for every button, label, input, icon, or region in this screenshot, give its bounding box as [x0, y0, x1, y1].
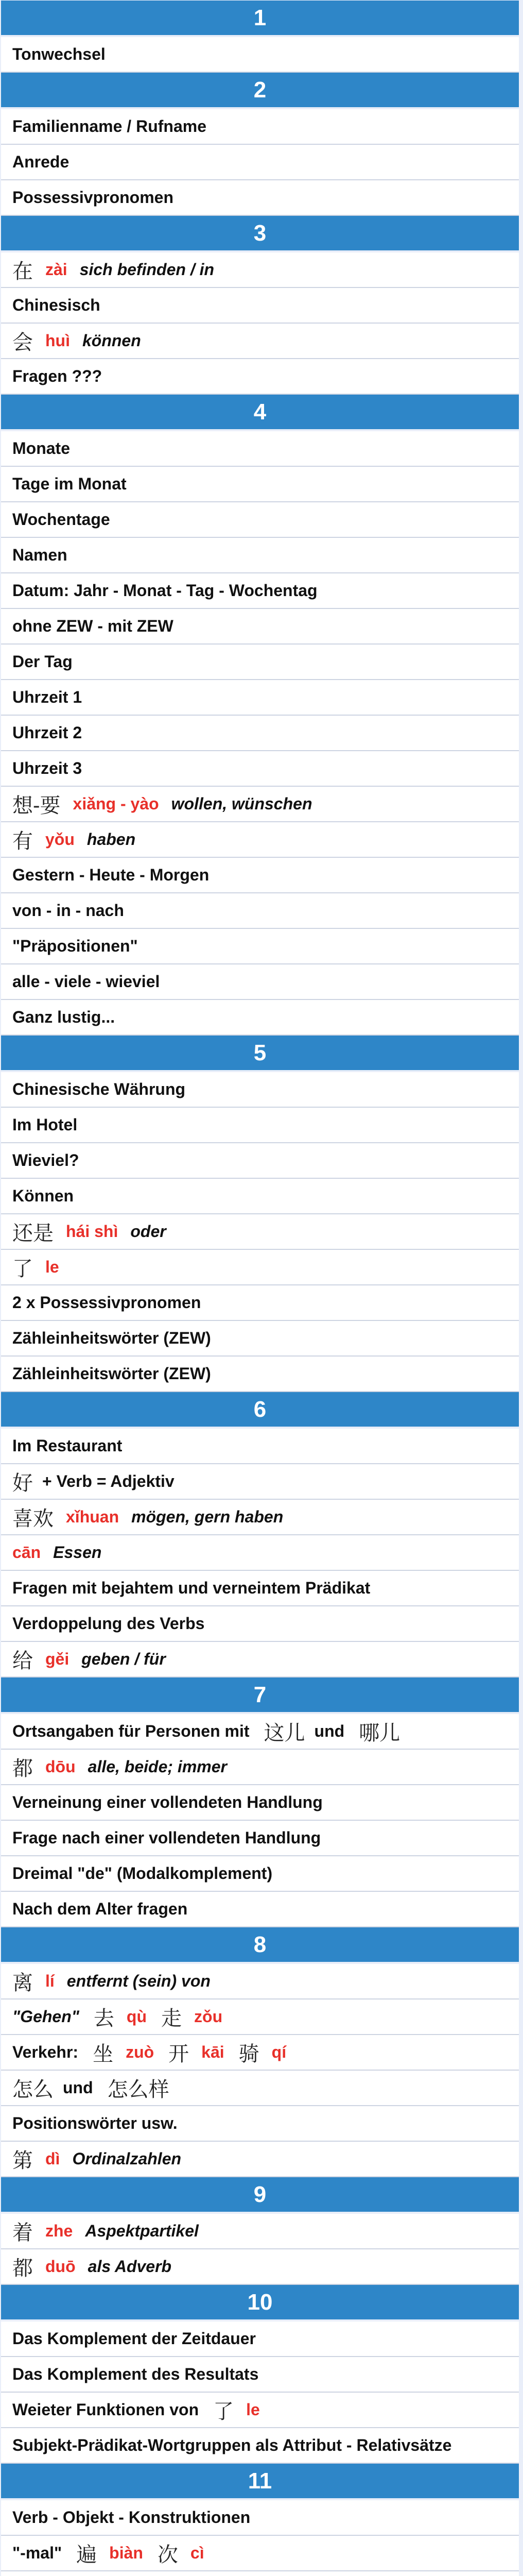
topic-segment: Uhrzeit 2 — [12, 723, 82, 742]
topic-row[interactable] — [1, 2106, 519, 2142]
topic-segment: 去 — [93, 2007, 114, 2030]
topic-segment: 好 — [12, 1471, 33, 1495]
topic-segment: Zähleinheitswörter (ZEW) — [12, 1364, 211, 1383]
topic-segment: Ganz lustig... — [12, 1008, 115, 1026]
topic-segment: Wieviel? — [12, 1151, 79, 1170]
topic-row[interactable] — [1, 538, 519, 573]
topic-row[interactable] — [1, 1714, 519, 1750]
lesson-header: 4 — [1, 395, 519, 429]
topic-row[interactable] — [1, 324, 519, 359]
topic-segment: Im Restaurant — [12, 1436, 123, 1455]
topic-segment: Können — [12, 1187, 74, 1205]
topic-segment: Verb - Objekt - Konstruktionen — [12, 2508, 251, 2527]
topic-segment: Das Komplement des Resultats — [12, 2365, 259, 2383]
topic-row[interactable] — [1, 2321, 519, 2357]
topic-segment: sich befinden / in — [79, 260, 215, 279]
topic-row[interactable] — [1, 1535, 519, 1571]
topic-segment: Fragen ??? — [12, 367, 102, 385]
topic-segment: haben — [86, 830, 136, 849]
lesson-header: 1 — [1, 1, 519, 35]
topic-row[interactable] — [1, 1464, 519, 1500]
topic-segment: 都 — [12, 2257, 33, 2280]
topic-row[interactable] — [1, 180, 519, 216]
topic-row[interactable] — [1, 2214, 519, 2249]
topic-row[interactable] — [1, 1606, 519, 1642]
topic-segment: Im Hotel — [12, 1115, 78, 1134]
topic-row[interactable] — [1, 1143, 519, 1179]
topic-segment: und — [314, 1722, 345, 1740]
topic-segment: Gestern - Heute - Morgen — [12, 866, 210, 884]
topic-row[interactable] — [1, 787, 519, 822]
topic-segment: Uhrzeit 3 — [12, 759, 82, 777]
topic-segment: Uhrzeit 1 — [12, 688, 82, 706]
topic-segment: 都 — [12, 1757, 33, 1781]
topic-segment: Tage im Monat — [12, 474, 127, 493]
topic-row[interactable] — [1, 1999, 519, 2035]
topic-row[interactable] — [1, 1642, 519, 1677]
topic-segment: alle - viele - wieviel — [12, 972, 160, 991]
topic-row[interactable] — [1, 1571, 519, 1606]
topic-segment: von - in - nach — [12, 901, 124, 920]
topic-segment: "Gehen" — [12, 2007, 79, 2026]
topic-segment: können — [82, 331, 141, 350]
topic-row[interactable] — [1, 1000, 519, 1036]
topic-segment: Familienname / Rufname — [12, 117, 206, 135]
topic-row[interactable] — [1, 2035, 519, 2071]
topic-row[interactable] — [1, 751, 519, 787]
topic-segment: zǒu — [194, 2007, 223, 2026]
topic-segment: cān — [12, 1543, 41, 1562]
topic-row[interactable] — [1, 359, 519, 395]
topic-segment: 次 — [157, 2543, 178, 2567]
topic-row[interactable] — [1, 2393, 519, 2428]
topic-segment: yǒu — [45, 830, 75, 849]
topic-row[interactable] — [1, 1856, 519, 1892]
topic-segment: Anrede — [12, 152, 69, 171]
topic-row[interactable] — [1, 1500, 519, 1535]
topic-row[interactable] — [1, 680, 519, 716]
topic-segment — [172, 2574, 193, 2576]
topic-segment: Essen — [53, 1543, 102, 1562]
topic-segment: 着 — [12, 2221, 33, 2245]
topic-segment: biàn — [109, 2544, 143, 2562]
topic-segment: Monate — [12, 439, 70, 457]
topic-segment: "-mal" — [12, 2544, 62, 2562]
topic-segment: entfernt (sein) von — [66, 1972, 211, 1990]
topic-segment: Weieter Funktionen von — [12, 2400, 199, 2419]
topic-row[interactable] — [1, 2357, 519, 2393]
topic-row[interactable] — [1, 1108, 519, 1143]
topic-row[interactable] — [1, 1214, 519, 1250]
lesson-header: 6 — [1, 1392, 519, 1427]
topic-segment: "Präpositionen" — [12, 937, 138, 955]
topic-segment: 哪儿 — [359, 1721, 400, 1745]
topic-segment: Wochentage — [12, 510, 110, 529]
lesson-header: 11 — [1, 2464, 519, 2498]
lesson-header: 9 — [1, 2177, 519, 2212]
topic-segment: kāi — [201, 2043, 224, 2061]
topic-segment: Chinesische Währung — [12, 1080, 186, 1098]
lesson-header: 5 — [1, 1036, 519, 1070]
topic-segment: 第 — [12, 2149, 33, 2173]
topic-segment: Datum: Jahr - Monat - Tag - Wochentag — [12, 581, 318, 600]
topic-segment: duō — [45, 2257, 76, 2276]
topic-segment: dōu — [45, 1757, 76, 1776]
topic-row[interactable] — [1, 1821, 519, 1856]
topic-segment: 喜欢 — [12, 1507, 54, 1531]
topic-segment: Nach dem Alter fragen — [12, 1900, 188, 1918]
topic-segment: Tonwechsel — [12, 45, 106, 63]
topic-segment: + Verb = Adjektiv — [42, 1472, 175, 1490]
topic-row[interactable] — [1, 716, 519, 751]
topic-row[interactable] — [1, 964, 519, 1000]
topic-segment: Frage nach einer vollendeten Handlung — [12, 1828, 321, 1847]
topic-segment: 了 — [12, 1257, 33, 1281]
topic-segment: 2 x Possessivpronomen — [12, 1293, 201, 1312]
topic-row[interactable] — [1, 1357, 519, 1392]
topic-row[interactable] — [1, 502, 519, 538]
topic-row[interactable] — [1, 37, 519, 73]
topic-segment: wollen, wünschen — [171, 794, 312, 813]
topic-segment: 怎么 — [12, 2078, 54, 2102]
topic-row[interactable] — [1, 109, 519, 145]
lesson-header: 7 — [1, 1677, 519, 1712]
topic-segment: 了 — [213, 2400, 234, 2424]
topic-segment: Zähleinheitswörter (ZEW) — [12, 1329, 211, 1347]
topic-segment: zài — [45, 260, 67, 279]
topic-segment: Chinesisch — [12, 296, 100, 314]
topic-segment: Subjekt-Prädikat-Wortgruppen als Attribut - Relativsätze — [12, 2436, 452, 2454]
topic-row[interactable] — [1, 822, 519, 858]
topic-segment: 还是 — [12, 1222, 54, 1245]
topic-segment: 这儿 — [264, 1721, 305, 1745]
topic-segment: Possessivpronomen — [12, 188, 173, 207]
topic-row[interactable] — [1, 2500, 519, 2536]
topic-segment: Ortsangaben für Personen mit — [12, 1722, 250, 1740]
topic-segment: 会 — [12, 331, 33, 354]
topic-row[interactable] — [1, 929, 519, 964]
topic-segment: le — [45, 1258, 59, 1276]
topic-row[interactable] — [1, 288, 519, 324]
topic-row[interactable] — [1, 1964, 519, 1999]
lesson-header: 10 — [1, 2285, 519, 2319]
topic-row[interactable] — [1, 467, 519, 502]
topic-segment: qí — [271, 2043, 287, 2061]
topic-segment: und — [63, 2078, 93, 2097]
topic-segment: cì — [190, 2544, 204, 2562]
topic-segment: 想-要 — [12, 794, 61, 818]
topic-row[interactable] — [1, 1892, 519, 1927]
topic-segment: Aspektpartikel — [85, 2222, 199, 2240]
topic-row[interactable] — [1, 645, 519, 680]
lesson-list — [1, 0, 519, 2576]
lesson-header: 2 — [1, 73, 519, 107]
topic-row[interactable] — [1, 1250, 519, 1285]
topic-row[interactable] — [1, 431, 519, 467]
topic-segment: Verkehr: — [12, 2043, 79, 2061]
topic-segment: xǐhuan — [66, 1507, 119, 1526]
topic-row[interactable] — [1, 252, 519, 288]
topic-segment: zhe — [45, 2222, 73, 2240]
topic-row[interactable] — [1, 2249, 519, 2285]
topic-row[interactable] — [1, 1285, 519, 1321]
topic-row[interactable] — [1, 1429, 519, 1464]
topic-segment: huì — [45, 331, 70, 350]
topic-row[interactable] — [1, 573, 519, 609]
topic-segment: Dreimal "de" (Modalkomplement) — [12, 1864, 273, 1883]
topic-segment: 坐 — [93, 2042, 114, 2066]
topic-segment: Verneinung einer vollendeten Handlung — [12, 1793, 323, 1811]
topic-row[interactable] — [1, 2536, 519, 2571]
topic-row[interactable] — [1, 145, 519, 180]
topic-segment: als Adverb — [88, 2257, 172, 2276]
topic-segment: dì — [45, 2149, 60, 2168]
topic-segment: 在 — [12, 260, 33, 283]
topic-row[interactable] — [1, 2428, 519, 2464]
topic-row[interactable] — [1, 1321, 519, 1357]
topic-row[interactable] — [1, 1072, 519, 1108]
topic-segment: Das Komplement der Zeitdauer — [12, 2329, 256, 2348]
topic-row[interactable] — [1, 1785, 519, 1821]
topic-row[interactable] — [1, 858, 519, 893]
topic-segment: zuò — [126, 2043, 154, 2061]
topic-segment: lí — [45, 1972, 55, 1990]
topic-segment: 给 — [12, 1649, 33, 1673]
topic-segment: Positionswörter usw. — [12, 2114, 178, 2132]
topic-segment: geben / für — [81, 1650, 166, 1668]
topic-segment: gěi — [45, 1650, 69, 1668]
topic-segment: 走 — [161, 2007, 182, 2030]
topic-segment: 有 — [12, 829, 33, 853]
topic-row[interactable] — [1, 1179, 519, 1214]
topic-segment: ohne ZEW - mit ZEW — [12, 617, 173, 635]
topic-segment: hái shì — [66, 1222, 118, 1241]
topic-segment: Der Tag — [12, 652, 73, 671]
topic-segment: 离 — [12, 1971, 33, 1995]
lesson-header: 8 — [1, 1927, 519, 1962]
topic-segment: Ordinalzahlen — [72, 2149, 182, 2168]
topic-row[interactable] — [1, 1750, 519, 1785]
topic-segment: mögen, gern haben — [131, 1507, 284, 1526]
topic-segment: Fragen mit bejahtem und verneintem Prädikat — [12, 1579, 371, 1597]
topic-segment: qù — [126, 2007, 147, 2026]
topic-row[interactable] — [1, 2071, 519, 2106]
topic-segment: oder — [130, 1222, 166, 1241]
topic-segment: Verdoppelung des Verbs — [12, 1614, 205, 1633]
topic-segment: le — [246, 2400, 260, 2419]
topic-row[interactable] — [1, 609, 519, 645]
topic-segment: xiǎng - yào — [73, 794, 159, 813]
topic-segment: Namen — [12, 546, 67, 564]
topic-segment: 骑 — [238, 2042, 259, 2066]
topic-row[interactable] — [1, 2142, 519, 2177]
topic-row[interactable] — [1, 2571, 519, 2576]
topic-segment: 怎么样 — [107, 2078, 169, 2102]
topic-segment: 开 — [168, 2042, 189, 2066]
topic-segment: 遍 — [76, 2543, 97, 2567]
topic-row[interactable] — [1, 893, 519, 929]
topic-segment: alle, beide; immer — [88, 1757, 227, 1776]
lesson-header: 3 — [1, 216, 519, 250]
